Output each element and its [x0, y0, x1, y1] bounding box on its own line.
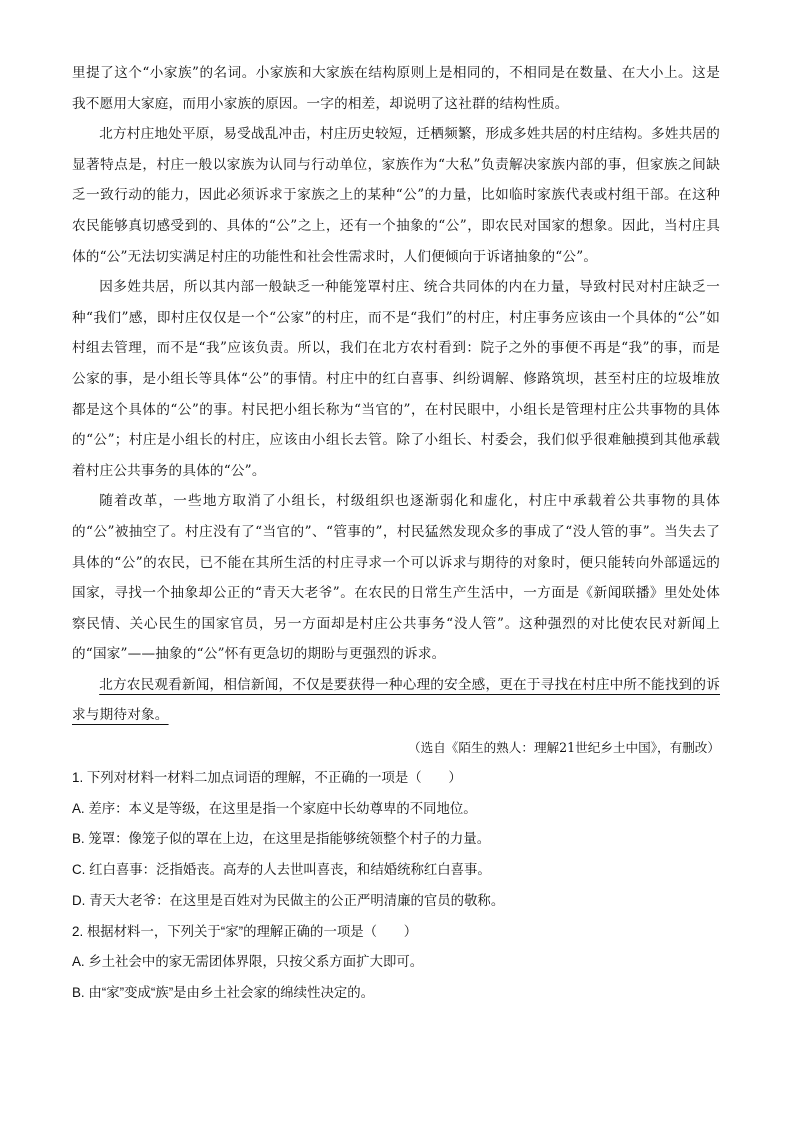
reading-passage — [72, 58, 720, 731]
passage-paragraph-underlined — [72, 670, 720, 731]
question-1-option-c: C. 红白喜事：泛指婚丧。高寿的人去世叫喜丧，和结婚统称红白喜事。 — [72, 862, 491, 878]
question-1-option-d: D. 青天大老爷：在这里是百姓对为民做主的公正严明清廉的官员的敬称。 — [72, 892, 505, 908]
question-2-stem: 2. 根据材料一，下列关于“家”的理解正确的一项是（ ） — [72, 923, 418, 939]
passage-paragraph: 北方村庄地处平原，易受战乱冲击，村庄历史较短，迁栖频繁，形成多姓共居的村庄结构。多姓共居的显著特点是，村庄一般以家族为认同与行动单位，家族作为“大私”负责解决家族内部的事，但家族之间缺乏一致行动的能力，因此必须诉求于家族之上的某种“公”的力量，比如临时家族代表或村组干部。在这种农民能够真切感受到的、具体的“公”之上，还有一个抽象的“公”，即农民对国家的想象。因此，当村庄具体的“公”无法切实满足村庄的功能性和社会性需求时，人们便倾向于诉诸抽象的“公”。 — [72, 126, 720, 265]
question-2-option-b: B. 由“家”变成“族”是由乡土社会家的绵续性决定的。 — [72, 984, 375, 1000]
document-page — [72, 58, 720, 1009]
underlined-sentence: 北方农民观看新闻，相信新闻，不仅是要获得一种心理的安全感，更在于寻找在村庄中所不能找到的诉求与期待对象。 — [72, 676, 720, 724]
question-2-option-a: A. 乡土社会中的家无需团体界限，只按父系方面扩大即可。 — [72, 954, 424, 970]
passage-paragraph: 随着改革，一些地方取消了小组长，村级组织也逐渐弱化和虚化，村庄中承载着公共事物的具体的“公”被抽空了。村庄没有了“当官的”、“管事的”，村民猛然发现众多的事成了“没人管的事”。当失去了具体的“公”的农民，已不能在其所生活的村庄寻求一个可以诉求与期待的对象时，便只能转向外部遥远的国家，寻找一个抽象却公正的“青天大老爷”。在农民的日常生产生活中，一方面是《新闻联播》里处处体察民情、关心民生的国家官员，另一方面却是村庄公共事务“没人管”。这种强烈的对比使农民对新闻上的“国家”——抽象的“公”怀有更急切的期盼与更强烈的诉求。 — [72, 493, 720, 663]
question-1-option-b: B. 笼罩：像笼子似的罩在上边，在这里是指能够统领整个村子的力量。 — [72, 831, 491, 847]
passage-paragraph: 里提了这个“小家族”的名词。小家族和大家族在结构原则上是相同的，不相同是在数量、在大小上。这是我不愿用大家庭，而用小家族的原因。一字的相差，却说明了这社群的结构性质。 — [72, 65, 720, 112]
question-1-option-a: A. 差序：本义是等级，在这里是指一个家庭中长幼尊卑的不同地位。 — [72, 800, 477, 816]
question-1-stem: 1. 下列对材料一材料二加点词语的理解，不正确的一项是（ ） — [72, 770, 462, 786]
questions-section — [72, 763, 720, 1009]
passage-paragraph: 因多姓共居，所以其内部一般缺乏一种能笼罩村庄、统合共同体的内在力量，导致村民对村庄缺乏一种“我们”感，即村庄仅仅是一个“公家”的村庄，而不是“我们”的村庄，村庄事务应该由一个具体的“公”如村组去管理，而不是“我”应该负责。所以，我们在北方农村看到：院子之外的事便不再是“我”的事，而是公家的事，是小组长等具体“公”的事情。村庄中的红白喜事、纠纷调解、修路筑坝，甚至村庄的垃圾堆放都是这个具体的“公”的事。村民把小组长称为“当官的”，在村民眼中，小组长是管理村庄公共事物的具体的“公”；村庄是小组长的村庄，应该由小组长去管。除了小组长、村委会，我们似乎很难触摸到其他承载着村庄公共事务的具体的“公”。 — [72, 279, 720, 479]
source-citation: （选自《陌生的熟人：理解21世纪乡土中国》，有删改） — [408, 740, 720, 756]
